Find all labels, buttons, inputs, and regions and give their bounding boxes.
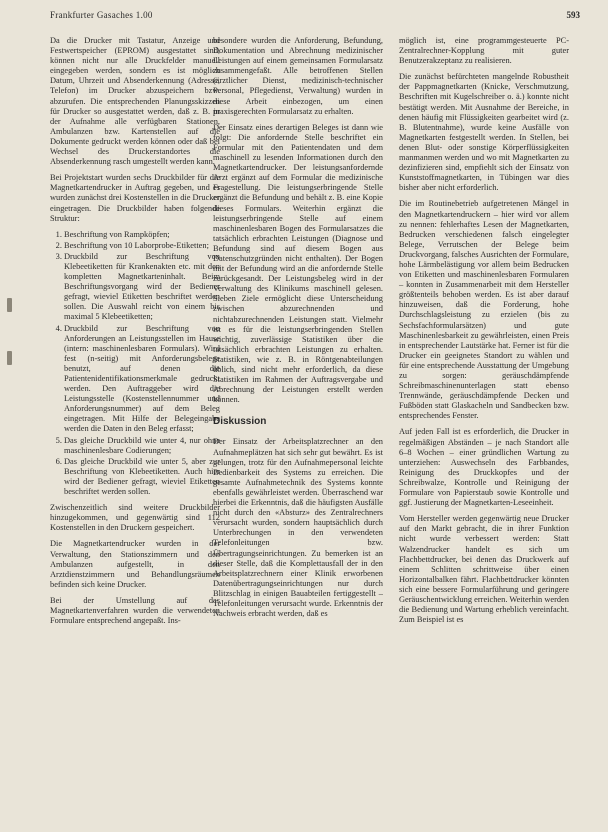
column-3 xyxy=(399,36,569,631)
column-2 xyxy=(213,36,383,625)
page-header xyxy=(50,10,580,24)
paragraph: Die Magnetkartendrucker wurden in der Verwaltung, den Stationszimmern und den Ambulanzen aufgestellt, in den Arztdienstzimmern und Behandlungsräumen befinden sich keine Drucker. xyxy=(50,539,220,589)
paragraph: Die zunächst befürchteten mangelnde Robustheit der Pappmagnetkarten (Knicke, Verschmutzung, Beschriften mit Kugelschreiber o. ä.) konnte nicht bestätigt werden. Mit Ausnahme der Bereiche, in denen häufig mit Flüssigkeiten gearbeitet wird (z. B. Blutentnahme), wurde keine Ausfälle von Magnetkarten festgestellt werden. In Stellen, bei denen Blut- oder sonstige Körperflüssigkeiten manmanmen werden und wo mit Magnetkarten zu dezinfizieren sind, empfiehlt sich der Einsatz von Kunststoffmagnetkarten, in Tübingen war dies bisher aber nicht erforderlich. xyxy=(399,72,569,193)
paragraph: Der Einsatz eines derartigen Beleges ist dann wie folgt: Die anfordernde Stelle beschriftet ein Formular mit den Patientendaten und dem maschinell zu lesenden Informationen durch den Magnetkartendrucker. Der leistungsanfordernde Arzt ergänzt auf dem Formular die medizinische Fragestellung. Die leistungserbringende Stelle ergänzt die Befundung und behält z. B. eine Kopie dieses Formulars. Weiterhin ergänzt die leistungserbringende Stelle auf einem maschinenlesbaren Bogen des Formularsatzes die tatsächlich erbrachten Leistungen (Diagnose und Befundung sind auf diesem Bogen aus Datenschutzgründen nicht enthalten). Der Bogen mit der Befundung wird an die anfordernde Stelle zurückgesandt. Der Leistungsbeleg wird in der Verwaltung des Klinikums maschinell gelesen. Sieben Ziele ermöglicht diese Unterscheidung zwischen abzurechnenden und nichtabzurechnenden Leistungen statt. Vielmehr ist es für die leistungserbringenden Stellen wichtig, zuverlässige Statistiken über die tatsächlich erbrachten Leistungen zu erhalten. Statistiken, wie z. B. in Röntgenabteilungen üblich, sind nicht mehr erforderlich, da diese Statistiken im Rahmen der Auftragsvergabe und Abrechnung der Leistungen erstellt werden können. xyxy=(213,122,383,405)
paragraph: möglich ist, eine programmgesteuerte PC-Zentralrechner-Kopplung mit guter Benutzerakzeptanz zu realisieren. xyxy=(399,36,569,66)
paragraph: Auf jeden Fall ist es erforderlich, die Drucker in regelmäßigen Abständen – je nach Standort alle 6–8 Wochen – einer gründlichen Wartung zu unterziehen: Auswechseln des Farbbandes, Reinigung des Druckkopfes und der Schreibwalze, Kontrolle und Reinigung der Formulare von Papierstaub sowie Kontrolle und ggf. Justierung der Magnetkarten-Leseeinheit. xyxy=(399,427,569,508)
list-item: 1. Beschriftung von Rampköpfen; xyxy=(64,230,220,240)
list-item: 6. Das gleiche Druckbild wie unter 5, aber zur Beschriftung von Klebeetiketten. Auch hier wird der Bediener gefragt, wieviel Etiketten beschriftet werden sollen. xyxy=(64,457,220,497)
section-heading: Diskussion xyxy=(213,416,267,428)
list-item: 3. Druckbild zur Beschriftung von Klebeetiketten für Krankenakten etc. mit den kompletten Magnetkarteninhalt. Beim Beschriftungsvorgang wird der Bediener gefragt, wieviel Etiketten beschriftet werden sollen. Die Auswahl reicht von einem bis maximal 5 Klebeetiketten; xyxy=(64,252,220,323)
margin-mark xyxy=(7,351,12,365)
paragraph: Vom Hersteller werden gegenwärtig neue Drucker auf den Markt gebracht, die in ihrer Funktion nicht wurde verbessert werden: Statt Walzendrucker handelt es sich um Flachbettdrucker, bei denen das Druckwerk auf einem Schlitten schrittweise über einen Horizontalbalken fährt. Flachbettdrucker könnten sich eine bessere Formularführung und geringere Geräuschentwicklung erreichen. Weiterhin werden die Bedienung und Wartung erheblich vereinfacht. Zum Beispiel ist es xyxy=(399,514,569,625)
list-item: 2. Beschriftung von 10 Laborprobe-Etiketten; xyxy=(64,241,220,251)
paragraph: Der Einsatz der Arbeitsplatzrechner an den Aufnahmeplätzen hat sich sehr gut bewährt. Es ist gelungen, trotz für den Aufnahmepersonal leichte Bedienbarkeit des Systems zu erreichen. Die gesamte Aufnahmetechnik des Systems konnte ebenfalls gewährleistet werden. Überraschend war hierbei die Erkenntnis, daß die häufigsten Ausfälle nicht durch den «Absturz» des Zentralrechners verursacht wurden, sondern hauptsächlich durch Unterbrechungen in den verwendeten Telefonleitungen bzw. Übertragungseinrichtungen. Zu bemerken ist an dieser Stelle, daß die Komplettausfall der in den Arbeitsplatzrechnern einer Klinik erworbenen Datenübertragungseinrichtungen nur durch Blitzschlag in einigen Bauabteilen fertiggestellt – Telefonleitungen verursacht wurde. Erkenntnis der Nachweis erbracht werden, daß es xyxy=(213,437,383,619)
column-1 xyxy=(50,36,220,632)
list-item: 4. Druckbild zur Beschriftung von Anforderungen an Leistungsstellen im Hause (intern: maschinenlesbaren Formulars). Wird fest (n-seitig) mit Anforderungsbelege benutzt, auf denen die Patientenidentifikationsmerkmale gedruckt werden. Den Auftraggeber wird die Leistungsstelle (Kostenstellennummer und Anforderungsnummer) auf dem Beleg eingetragen. Mit Hilfe der Belegeingabe werden die Daten in den Beleg erfasst; xyxy=(64,324,220,435)
paragraph: Bei Projektstart wurden sechs Druckbilder für die Magnetkartendrucker in Auftrag gegeben, und es wurden zunächst drei Kostenstellen in die Drucker eingetragen. Die Druckbilder haben folgende Struktur: xyxy=(50,173,220,223)
list-item: 5. Das gleiche Druckbild wie unter 4, nur ohne maschinenlesbare Codierungen; xyxy=(64,436,220,456)
paragraph: Zwischenzeitlich sind weitere Druckbilder hinzugekommen, und gegenwärtig sind 112 Kostenstellen in den Druckern gespeichert. xyxy=(50,503,220,533)
journal-title: Frankfurter Gasaches 1.00 xyxy=(50,10,153,20)
druckbild-list xyxy=(50,230,220,497)
paragraph: Da die Drucker mit Tastatur, Anzeige und Festwertspeicher (EPROM) ausgestattet sind, können nicht nur alle Druckfelder manuell eingegeben werden, sondern es ist möglich Datum, Uhrzeit und Absenderkennung (Adresse, Telefon) im Drucker abzuspeichern bzw. abzurufen. Die entsprechenden Planungsskizzen für Drucker so ausgestattet werden, daß z. B. in der Aufnahme alle verfügbaren Stationen, Ambulanzen bzw. Kartenstellen auf die Dokumente gedruckt werden können oder daß bei Wechsel des Druckerstandortes die Absenderkennung rasch umgestellt werden kann. xyxy=(50,36,220,167)
paragraph: besondere wurden die Anforderung, Befundung, Dokumentation und Abrechnung medizinischer Leistungen auf einem gemeinsamen Formularsatz zusammengefaßt. Alle betroffenen Stellen (ärztlicher Dienst, medizinisch-technischer Personal, Pflegedienst, Verwaltung) wurden in diese Arbeit einbezogen, um einen praxisgerechten Formularsatz zu erhalten. xyxy=(213,36,383,116)
page-number: 593 xyxy=(566,10,580,20)
paragraph: Die im Routinebetrieb aufgetretenen Mängel in den Magnetkartendruckern – hier wird vor allem zu nennen: fehlerhaftes Lesen der Magnetkarten, Bedrucken verschiedenen falsch eingelegter Belege, Verrutschen der Belege beim Druckvorgang, falsches Ausrichten der Formulare, hohe Lärmbelästigung vor allem beim Bedrucken von Etiketten und maschinenlesbaren Formularen – konnten in Zusammenarbeit mit dem Hersteller größtenteils behoben werden. Es ist aber darauf hinzuweisen, daß die Forderung, hohe Durchschlagsleistung zu erzielen (bis zu Sechsfachformularsätzen) und gute Maschinenlesbarkeit zu gewährleisten, einen Preis in entsprechender Lautstärke hat. Ferner ist für die Drucker ein geeignetes Standort zu wählen und für eine entsprechende Ausstattung der Umgebung zu sorgen: geräuschdämpfende Schreibmaschinenunterlagen statt ebenso Trennwände, geräuschdämpfende Decken und Fußböden statt Glaskacheln und Sandbecken bzw. entsprechendes Fenster. xyxy=(399,199,569,421)
paragraph: Bei der Umstellung auf das Magnetkartenverfahren wurden die verwendeten Formulare entsprechend angepaßt. Ins- xyxy=(50,595,220,626)
margin-mark xyxy=(7,298,12,312)
